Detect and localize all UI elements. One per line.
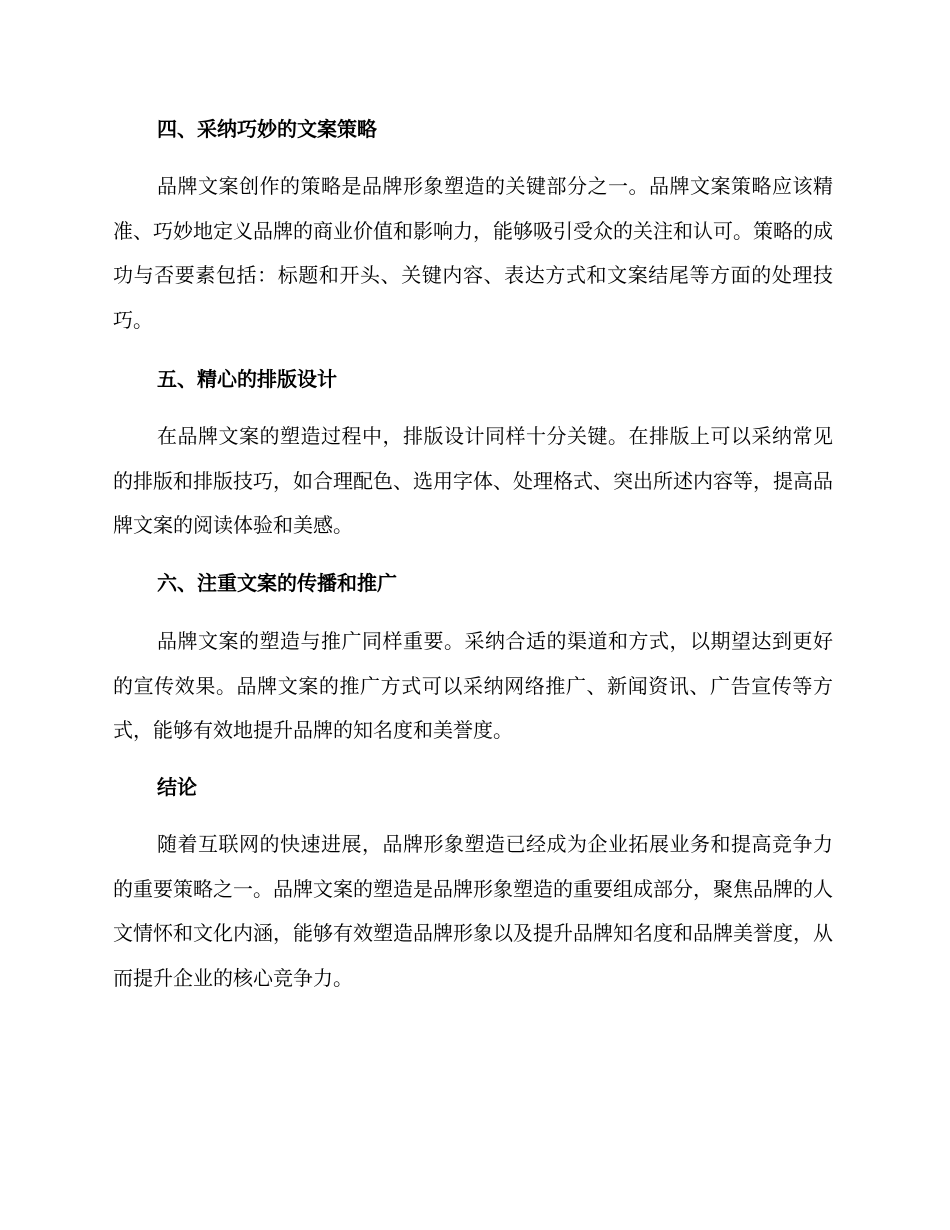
section-body-strategy: 品牌文案创作的策略是品牌形象塑造的关键部分之一。品牌文案策略应该精准、巧妙地定义品牌的商业价值和影响力，能够吸引受众的关注和认可。策略的成功与否要素包括：标题和开头、关键内容、表达方式和文案结尾等方面的处理技巧。 (113, 174, 833, 332)
section-heading-promotion: 六、注重文案的传播和推广 (157, 571, 397, 595)
section-body-promotion: 品牌文案的塑造与推广同样重要。采纳合适的渠道和方式，以期望达到更好的宣传效果。品牌文案的推广方式可以采纳网络推广、新闻资讯、广告宣传等方式，能够有效地提升品牌的知名度和美誉度。 (113, 629, 833, 742)
section-body-layout: 在品牌文案的塑造过程中，排版设计同样十分关键。在排版上可以采纳常见的排版和排版技巧，如合理配色、选用字体、处理格式、突出所述内容等，提高品牌文案的阅读体验和美感。 (113, 424, 833, 537)
section-heading-conclusion: 结论 (157, 775, 197, 799)
section-body-conclusion: 随着互联网的快速进展，品牌形象塑造已经成为企业拓展业务和提高竞争力的重要策略之一。品牌文案的塑造是品牌形象塑造的重要组成部分，聚焦品牌的人文情怀和文化内涵，能够有效塑造品牌形象以及提升品牌知名度和品牌美誉度，从而提升企业的核心竞争力。 (113, 832, 833, 990)
section-heading-strategy: 四、采纳巧妙的文案策略 (157, 117, 377, 141)
section-heading-layout: 五、精心的排版设计 (157, 367, 337, 391)
